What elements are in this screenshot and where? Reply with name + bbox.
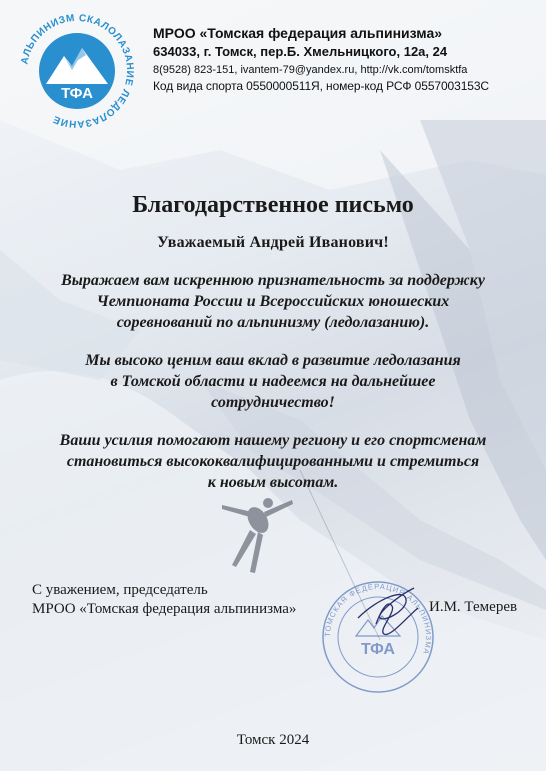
signatory-name: И.М. Темерев <box>429 599 518 615</box>
signature-line-2: МРОО «Томская федерация альпинизма» <box>32 601 297 617</box>
signature-block <box>32 581 296 619</box>
paragraph-line: к новым высотам. <box>207 474 339 491</box>
letter-title: Благодарственное письмо <box>132 192 414 218</box>
stamp-ring-text: ТОМСКАЯ ФЕДЕРАЦИЯ АЛЬПИНИЗМА <box>322 581 434 657</box>
paragraph-line: соревнований по альпинизму (ледолазанию). <box>116 314 430 331</box>
paragraph-line: становиться высококвалифицированными и стремиться <box>66 453 480 470</box>
paragraph-line: в Томской области и надеемся на дальнейшее <box>110 373 436 390</box>
paragraph-wishes <box>20 430 526 493</box>
paragraph-line: Мы высоко ценим ваш вклад в развитие ледолазания <box>85 352 461 369</box>
paragraph-line: Выражаем вам искреннюю признательность за поддержку <box>61 272 485 289</box>
paragraph-gratitude <box>20 270 526 333</box>
signature-line-1: С уважением, председатель <box>32 582 208 598</box>
paragraph-line: Ваши усилия помогают нашему региону и его спортсменам <box>59 432 487 449</box>
letterhead <box>153 24 543 94</box>
paragraph-appreciation <box>20 350 526 413</box>
paragraph-line: сотрудничество! <box>211 394 335 411</box>
org-name: МРОО «Томская федерация альпинизма» <box>153 25 443 41</box>
org-codes: Код вида спорта 0550000511Я, номер-код РСФ 0557003153С <box>153 79 489 93</box>
logo-abbr: ТФА <box>61 85 93 102</box>
federation-logo <box>12 12 142 130</box>
logo-ring-text: АЛЬПИНИЗМ СКАЛОЛАЗАНИЕ ЛЕДОЛАЗАНИЕ <box>19 12 136 130</box>
org-address: 634033, г. Томск, пер.Б. Хмельницкого, 12а, 24 <box>153 44 448 59</box>
paragraph-line: Чемпионата России и Всероссийских юношеских <box>96 293 450 310</box>
stamp-abbr: ТФА <box>361 641 395 658</box>
letter-greeting: Уважаемый Андрей Иванович! <box>157 234 389 251</box>
city-year: Томск 2024 <box>236 732 310 748</box>
org-contacts: 8(9528) 823-151, ivantem-79@yandex.ru, http://vk.com/tomsktfa <box>153 64 468 76</box>
official-stamp <box>318 578 438 696</box>
